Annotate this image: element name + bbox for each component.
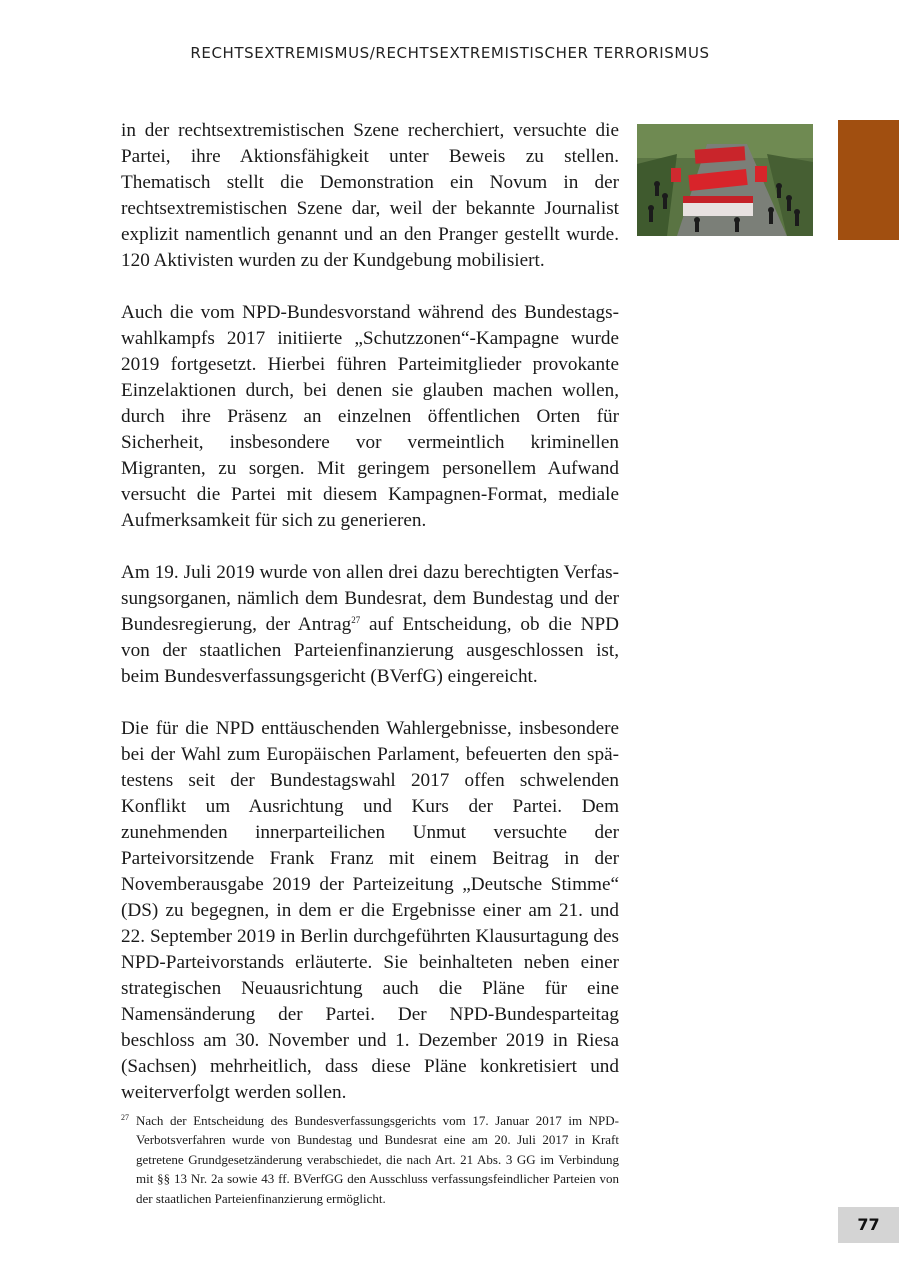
footnote-number: 27	[121, 1113, 129, 1122]
demonstration-photo	[637, 124, 813, 236]
page-number: 77	[838, 1207, 899, 1243]
main-text	[121, 118, 619, 1132]
paragraph-text: Am 19. Juli 2019 wurde von allen drei dazu berechtigten Verfassungsorganen, nämlich dem Bundesrat, dem Bundestag und der Bundesregierung, der Antrag	[121, 562, 619, 635]
running-header: RECHTSEXTREMISMUS/RECHTSEXTREMISTISCHER TERRORISMUS	[190, 44, 710, 62]
chapter-tab	[838, 120, 899, 240]
paragraph	[121, 560, 619, 690]
paragraph: in der rechtsextremistischen Szene recherchiert, versuchte die Partei, ihre Aktionsfähigkeit unter Beweis zu stellen. Thematisch stellt die Demonstration ein Novum in der rechtsextremistischen Szene dar, weil der bekannte Journalist explizit namentlich genannt und an den Pranger gestellt wurde. 120 Aktivisten wurden zu der Kundgebung mobilisiert.	[121, 120, 619, 271]
paragraph-text: auf Entscheidung, ob die NPD von der staatlichen Parteienfinanzierung ausgeschlossen ist, beim Bundesverfassungsgericht (BVerfG) eingereicht.	[121, 614, 619, 687]
footnote	[121, 1111, 619, 1208]
footnote-text: Nach der Entscheidung des Bundesverfassungsgerichts vom 17. Januar 2017 im NPD-Verbotsverfahren wurde von Bundestag und Bundesrat eine am 20. Juli 2017 in Kraft getretene Grundgesetzänderung verabschiedet, die nach Art. 21 Abs. 3 GG im Verbindung mit §§ 13 Nr. 2a sowie 43 ff. BVerfGG den Ausschluss verfassungsfeindlicher Parteien von der staatlichen Parteienfinanzierung ermöglicht.	[136, 1113, 619, 1206]
paragraph: Auch die vom NPD-Bundesvorstand während des Bundestagswahlkampfs 2017 initiierte „Schutzzonen“-Kampagne wurde 2019 fortgesetzt. Hierbei führen Parteimitglieder provokante Einzelaktionen durch, bei denen sie glauben machen wollen, durch ihre Präsenz an einzelnen öffentlichen Orten für Sicherheit, insbesondere vor vermeintlich kriminellen Migranten, zu sorgen. Mit geringem personellem Aufwand versucht die Partei mit diesem Kampagnen-Format, mediale Aufmerksamkeit für sich zu generieren.	[121, 302, 619, 531]
photo-illustration	[637, 124, 813, 236]
paragraph: Die für die NPD enttäuschenden Wahlergebnisse, insbesondere bei der Wahl zum Europäischen Parlament, befeuerten den spätestens seit der Bundestagswahl 2017 offen schwelenden Konflikt um Ausrichtung und Kurs der Partei. Dem zunehmenden innerparteilichen Unmut versuchte der Parteivorsitzende Frank Franz mit einem Beitrag in der Novemberausgabe 2019 der Parteizeitung „Deutsche Stimme“ (DS) zu begegnen, in dem er die Ergebnisse einer am 21. und 22. September 2019 in Berlin durchgeführten Klausurtagung des NPD-Parteivorstands erläuterte. Sie beinhalteten neben einer strategischen Neuausrichtung auch die Pläne für eine Namensänderung der Partei. Der NPD-Bundesparteitag beschloss am 30. November und 1. Dezember 2019 in Riesa (Sachsen) mehrheitlich, dass diese Pläne konkretisiert und weiterverfolgt werden sollen.	[121, 718, 619, 1103]
footnote-reference[interactable]: 27	[351, 615, 361, 625]
